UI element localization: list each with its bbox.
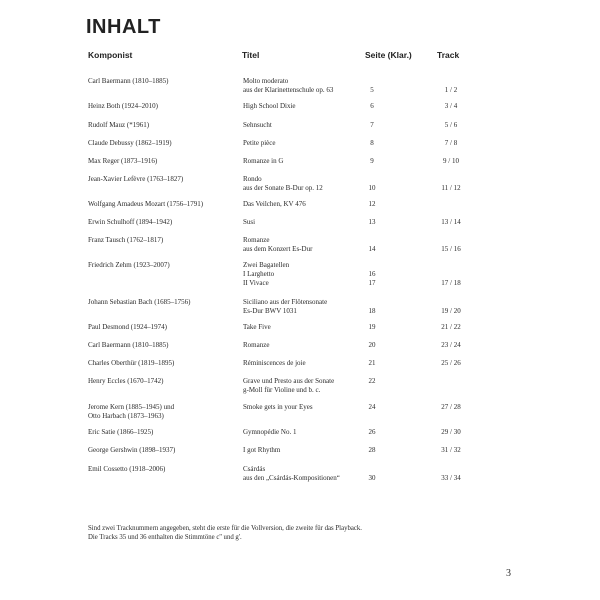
title-cell bbox=[243, 121, 272, 130]
composer-cell bbox=[88, 175, 183, 184]
page-cell-line: 12 bbox=[368, 200, 376, 208]
page-cell-line: 28 bbox=[368, 446, 376, 454]
track-cell-line: 1 / 2 bbox=[444, 86, 458, 94]
title-cell bbox=[243, 323, 271, 332]
footnote-line: Die Tracks 35 und 36 enthalten die Stimmtöne c'' und g'. bbox=[88, 534, 242, 541]
page-cell-line bbox=[362, 236, 382, 245]
track-cell bbox=[436, 298, 466, 316]
page-cell-line bbox=[362, 175, 382, 184]
page-cell-line: 9 bbox=[370, 157, 374, 165]
track-cell-line: 3 / 4 bbox=[444, 102, 458, 110]
composer-cell bbox=[88, 261, 170, 270]
title-cell-line: Das Veilchen, KV 476 bbox=[243, 200, 306, 208]
composer-cell bbox=[88, 377, 163, 386]
page-cell-line: 24 bbox=[368, 403, 376, 411]
title-cell bbox=[243, 77, 333, 95]
track-cell-line: 31 / 32 bbox=[441, 446, 461, 454]
title-cell-line: Susi bbox=[243, 218, 256, 226]
composer-cell bbox=[88, 236, 163, 245]
composer-cell-line: Carl Baermann (1810–1885) bbox=[88, 77, 169, 85]
page-cell bbox=[362, 121, 382, 130]
composer-cell-line: Carl Baermann (1810–1885) bbox=[88, 341, 169, 349]
composer-cell-line: Wolfgang Amadeus Mozart (1756–1791) bbox=[88, 200, 204, 208]
title-cell bbox=[243, 102, 296, 111]
track-cell bbox=[436, 377, 466, 386]
page-cell bbox=[362, 139, 382, 148]
title-cell-line: I Larghetto bbox=[243, 270, 275, 278]
track-cell bbox=[436, 139, 466, 148]
title-cell bbox=[243, 261, 289, 288]
composer-cell-line: Jerome Kern (1885–1945) und bbox=[88, 403, 175, 411]
composer-cell-line: Franz Tausch (1762–1817) bbox=[88, 236, 164, 244]
footnote bbox=[88, 524, 362, 542]
title-cell-line: Molto moderato bbox=[243, 77, 289, 85]
title-cell-line: Gymnopédie No. 1 bbox=[243, 428, 297, 436]
title-cell-line: g-Moll für Violine und b. c. bbox=[243, 386, 321, 394]
page-cell-line: 14 bbox=[368, 245, 376, 253]
composer-cell-line: Max Reger (1873–1916) bbox=[88, 157, 158, 165]
composer-cell bbox=[88, 359, 174, 368]
page-cell bbox=[362, 323, 382, 332]
page-cell bbox=[362, 77, 382, 95]
track-cell bbox=[436, 102, 466, 111]
composer-cell bbox=[88, 218, 172, 227]
track-cell-line bbox=[436, 236, 466, 245]
track-cell bbox=[436, 428, 466, 437]
track-cell-line: 29 / 30 bbox=[441, 428, 461, 436]
track-cell-line bbox=[436, 377, 466, 386]
page-number: 3 bbox=[506, 568, 511, 579]
track-cell bbox=[436, 77, 466, 95]
title-cell bbox=[243, 465, 340, 483]
title-cell bbox=[243, 175, 323, 193]
track-cell-line: 17 / 18 bbox=[441, 279, 461, 287]
page-cell bbox=[362, 359, 382, 368]
composer-cell bbox=[88, 157, 157, 166]
title-cell-line: Take Five bbox=[243, 323, 271, 331]
page-cell-line: 18 bbox=[368, 307, 376, 315]
page-cell bbox=[362, 298, 382, 316]
track-cell-line: 7 / 8 bbox=[444, 139, 458, 147]
track-cell-line: 15 / 16 bbox=[441, 245, 461, 253]
track-cell-line bbox=[436, 465, 466, 474]
page-cell-line: 21 bbox=[368, 359, 376, 367]
title-cell bbox=[243, 200, 306, 209]
track-cell bbox=[436, 359, 466, 368]
track-cell bbox=[436, 261, 466, 288]
composer-cell bbox=[88, 298, 190, 307]
title-cell-line: Réminiscences de joie bbox=[243, 359, 306, 367]
title-cell-line: aus dem Konzert Es-Dur bbox=[243, 245, 313, 253]
page-cell bbox=[362, 157, 382, 166]
track-cell bbox=[436, 236, 466, 254]
title-cell bbox=[243, 446, 280, 455]
title-cell bbox=[243, 341, 269, 350]
page-cell-line: 8 bbox=[370, 139, 374, 147]
track-cell-line: 21 / 22 bbox=[441, 323, 461, 331]
column-header-titel: Titel bbox=[242, 50, 260, 60]
track-cell bbox=[436, 446, 466, 455]
page-cell bbox=[362, 175, 382, 193]
title-cell-line: Romanze bbox=[243, 236, 270, 244]
title-cell-line: Petite pièce bbox=[243, 139, 276, 147]
page-cell-line: 20 bbox=[368, 341, 376, 349]
title-cell bbox=[243, 428, 296, 437]
track-cell bbox=[436, 200, 466, 209]
page-cell-line: 5 bbox=[370, 86, 374, 94]
footnote-line: Sind zwei Tracknummern angegeben, steht die erste für die Vollversion, die zweite für das Playback. bbox=[88, 525, 363, 532]
page-cell bbox=[362, 465, 382, 483]
page-heading: INHALT bbox=[86, 16, 161, 38]
title-cell-line: Siciliano aus der Flötensonate bbox=[243, 298, 328, 306]
track-cell bbox=[436, 465, 466, 483]
composer-cell-line: Heinz Both (1924–2010) bbox=[88, 102, 158, 110]
title-cell-line: II Vivace bbox=[243, 279, 269, 287]
title-cell-line: I got Rhythm bbox=[243, 446, 281, 454]
composer-cell-line: Jean-Xavier Lefèvre (1763–1827) bbox=[88, 175, 184, 183]
page-cell-line: 22 bbox=[368, 377, 376, 385]
page-cell bbox=[362, 446, 382, 455]
title-cell bbox=[243, 359, 306, 368]
track-cell-line: 11 / 12 bbox=[441, 184, 461, 192]
title-cell-line: High School Dixie bbox=[243, 102, 296, 110]
track-cell-line bbox=[436, 270, 466, 279]
track-cell-line bbox=[436, 200, 466, 209]
page-cell bbox=[362, 200, 382, 209]
page-cell-line: 19 bbox=[368, 323, 376, 331]
page-cell bbox=[362, 218, 382, 227]
composer-cell bbox=[88, 465, 165, 474]
composer-cell-line: Rudolf Mauz (*1961) bbox=[88, 121, 150, 129]
track-cell bbox=[436, 157, 466, 166]
column-header-komponist: Komponist bbox=[88, 50, 133, 60]
track-cell bbox=[436, 403, 466, 412]
page-cell-line: 6 bbox=[370, 102, 374, 110]
track-cell-line: 23 / 24 bbox=[441, 341, 461, 349]
track-cell bbox=[436, 175, 466, 193]
page-cell-line bbox=[362, 465, 382, 474]
page-cell-line: 26 bbox=[368, 428, 376, 436]
title-cell-line: aus der Klarinettenschule op. 63 bbox=[243, 86, 334, 94]
page-cell-line: 30 bbox=[368, 474, 376, 482]
composer-cell bbox=[88, 341, 168, 350]
composer-cell-line: Claude Debussy (1862–1919) bbox=[88, 139, 172, 147]
title-cell-line: Smoke gets in your Eyes bbox=[243, 403, 313, 411]
composer-cell bbox=[88, 403, 174, 421]
page-cell-line bbox=[362, 77, 382, 86]
track-cell-line bbox=[436, 261, 466, 270]
title-cell bbox=[243, 157, 283, 166]
track-cell-line: 27 / 28 bbox=[441, 403, 461, 411]
title-cell-line: aus der Sonate B-Dur op. 12 bbox=[243, 184, 323, 192]
composer-cell-line: George Gershwin (1898–1937) bbox=[88, 446, 176, 454]
composer-cell bbox=[88, 139, 172, 148]
title-cell bbox=[243, 298, 327, 316]
composer-cell bbox=[88, 446, 175, 455]
track-cell bbox=[436, 341, 466, 350]
composer-cell bbox=[88, 428, 153, 437]
track-cell-line bbox=[436, 175, 466, 184]
track-cell-line: 9 / 10 bbox=[443, 157, 459, 165]
composer-cell-line: Charles Oberthür (1819–1895) bbox=[88, 359, 175, 367]
page-cell bbox=[362, 236, 382, 254]
composer-cell-line: Emil Cossetto (1918–2006) bbox=[88, 465, 166, 473]
track-cell-line: 19 / 20 bbox=[441, 307, 461, 315]
page-cell bbox=[362, 377, 382, 386]
page-cell bbox=[362, 261, 382, 288]
composer-cell-line: Eric Satie (1866–1925) bbox=[88, 428, 154, 436]
title-cell-line: aus den „Csárdás-Kompositionen“ bbox=[243, 474, 340, 482]
composer-cell-line: Johann Sebastian Bach (1685–1756) bbox=[88, 298, 191, 306]
title-cell-line: Rondo bbox=[243, 175, 262, 183]
title-cell-line: Romanze in G bbox=[243, 157, 284, 165]
page-cell-line bbox=[362, 298, 382, 307]
composer-cell bbox=[88, 102, 158, 111]
track-cell-line bbox=[436, 298, 466, 307]
composer-cell-line: Friedrich Zehm (1923–2007) bbox=[88, 261, 170, 269]
composer-cell bbox=[88, 200, 203, 209]
title-cell-line: Es-Dur BWV 1031 bbox=[243, 307, 297, 315]
title-cell bbox=[243, 403, 313, 412]
composer-cell-line: Paul Desmond (1924–1974) bbox=[88, 323, 167, 331]
track-cell bbox=[436, 218, 466, 227]
composer-cell-line: Otto Harbach (1873–1963) bbox=[88, 412, 164, 420]
composer-cell bbox=[88, 77, 168, 86]
page-cell-line bbox=[362, 261, 382, 270]
track-cell-line: 33 / 34 bbox=[441, 474, 461, 482]
title-cell-line: Romanze bbox=[243, 341, 270, 349]
track-cell bbox=[436, 121, 466, 130]
page-cell bbox=[362, 403, 382, 412]
track-cell-line bbox=[436, 77, 466, 86]
page-cell-line: 13 bbox=[368, 218, 376, 226]
title-cell-line: Zwei Bagatellen bbox=[243, 261, 290, 269]
composer-cell bbox=[88, 323, 167, 332]
title-cell bbox=[243, 218, 255, 227]
page-cell bbox=[362, 428, 382, 437]
column-header-track: Track bbox=[437, 50, 460, 60]
page-cell-line: 17 bbox=[368, 279, 376, 287]
page-cell-line: 16 bbox=[368, 270, 376, 278]
title-cell-line: Csárdás bbox=[243, 465, 266, 473]
composer-cell-line: Erwin Schulhoff (1894–1942) bbox=[88, 218, 173, 226]
title-cell-line: Sehnsucht bbox=[243, 121, 272, 129]
page-cell-line: 10 bbox=[368, 184, 376, 192]
composer-cell-line: Henry Eccles (1670–1742) bbox=[88, 377, 164, 385]
track-cell bbox=[436, 323, 466, 332]
composer-cell bbox=[88, 121, 149, 130]
title-cell bbox=[243, 236, 312, 254]
title-cell bbox=[243, 139, 275, 148]
track-cell-line: 13 / 14 bbox=[441, 218, 461, 226]
column-header-seite: Seite (Klar.) bbox=[365, 50, 412, 60]
title-cell-line: Grave und Presto aus der Sonate bbox=[243, 377, 335, 385]
page-cell bbox=[362, 341, 382, 350]
page-cell-line: 7 bbox=[370, 121, 374, 129]
title-cell bbox=[243, 377, 334, 395]
page-cell bbox=[362, 102, 382, 111]
track-cell-line: 25 / 26 bbox=[441, 359, 461, 367]
track-cell-line: 5 / 6 bbox=[444, 121, 458, 129]
